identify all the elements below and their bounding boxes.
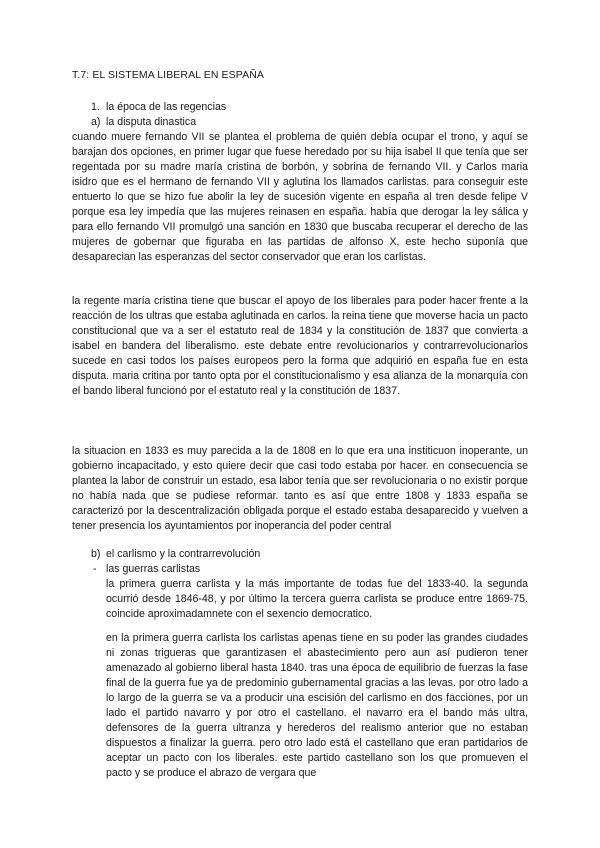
paragraph-5: en la primera guerra carlista los carlistas apenas tiene en su poder las grandes ciudades ni zonas trigueras que garantizasen el abastecimiento pero aun así pudieron tener amenazado al gobierno liberal hasta 1840. tras una época de equilibrio de fuerzas la fase final de la guerra fue ya de predominio gubernamental gracias a las levas. por otro lado a lo largo de la guerra se va a producir una escisión del carlismo en dos facciones, por un lado el partido navarro y por otro el castellano. el navarro era el bando más ultra, defensores de la guerra ultranza y herederos del realismo anterior que no estaban dispuestos a finalizar la guerra. pero otro lado está el castellano que eran partidarios de aceptar un pacto con los liberales. este partido castellano son los que promueven el pacto y se produce el abrazo de vergara que (106, 632, 528, 779)
sublist-item-carlismo: el carlismo y la contrarrevolución (106, 548, 261, 560)
paragraph-4: la primera guerra carlista y la más importante de todas fue del 1833-40. la segunda ocurrió desde 1846-48, y por último la tercera guerra carlista se produce entre 1869-75. coincide aproximadamnete con el sexencio democratico. (106, 578, 528, 620)
sublist-marker-b: b) (91, 548, 101, 560)
sublist-marker-a: a) (91, 116, 101, 128)
paragraph-2: la regente maría cristina tiene que buscar el apoyo de los liberales para poder hacer frente a la reacción de los ultras que estaba aglutinada en carlos. la reina tiene que moverse hacia un pacto constitucional que va a ser el estatuto real de 1834 y la constitución de 1837 que convierta a isabel en bandera del liberalismo. este debate entre revolucionarios y contrarrevolucionarios sucede en casi todos los países europeos pero la forma que adquirió en españa fue en esta disputa. maria critina por tanto opta por el constitucionalismo y esa alianza de la monarquía con el bando liberal funcionó por el estatuto real y la constitución de 1837. (72, 295, 528, 397)
paragraph-1: cuando muere fernando VII se plantea el problema de quién debía ocupar el trono, y aquí se barajan dos opciones, en primer lugar que fuese heredado por su hija isabel II que tenía que ser regentada por su madre maría cristina de borbón, y sobrina de fernando VII. y Carlos maria isidro que es el hermano de fernando VII y aglutina los llamados carlistas. para conseguir este entuerto lo que se hizo fue abolir la ley de sucesión vigente en españa al tren desde felipe V porque esa ley impedía que las mujeres reinasen en españa. había que derogar la ley sálica y para ello fernando VII promulgó una sanción en 1830 que buscaba recuperar el derecho de las mujeres de gobernar que figuraba en las partidas de alfonso X, este hecho suponía que desaparecian las esperanzas del sector conservador que eran los carlistas. (72, 131, 528, 263)
dash-marker: - (93, 563, 97, 575)
document-title: T.7: EL SISTEMA LIBERAL EN ESPAÑA (72, 69, 264, 81)
sublist-item-disputa-dinastica: la disputa dinastica (106, 116, 197, 128)
list-item-regencias: la época de las regencias (106, 101, 227, 113)
list-number-1: 1. (91, 101, 100, 113)
list-item-guerras-carlistas: las guerras carlistas (106, 563, 201, 575)
paragraph-3: la situacion en 1833 es muy parecida a la de 1808 en lo que era una institicuon inoperante, un gobierno incapacitado, y esto quiere decir que casi todo estaba por hacer. en consecuencia se plantea la labor de construir un estado, esa labor tenía que ser revolucionaria o no existir porque no había nada que se pudiese reformar. tanto es así que entre 1808 y 1833 españa se caracterizó por la descentralización obligada porque el estado estaba desaparecido y vuelven a tener presencia los ayuntamientos por inoperancia del poder central (72, 445, 528, 532)
